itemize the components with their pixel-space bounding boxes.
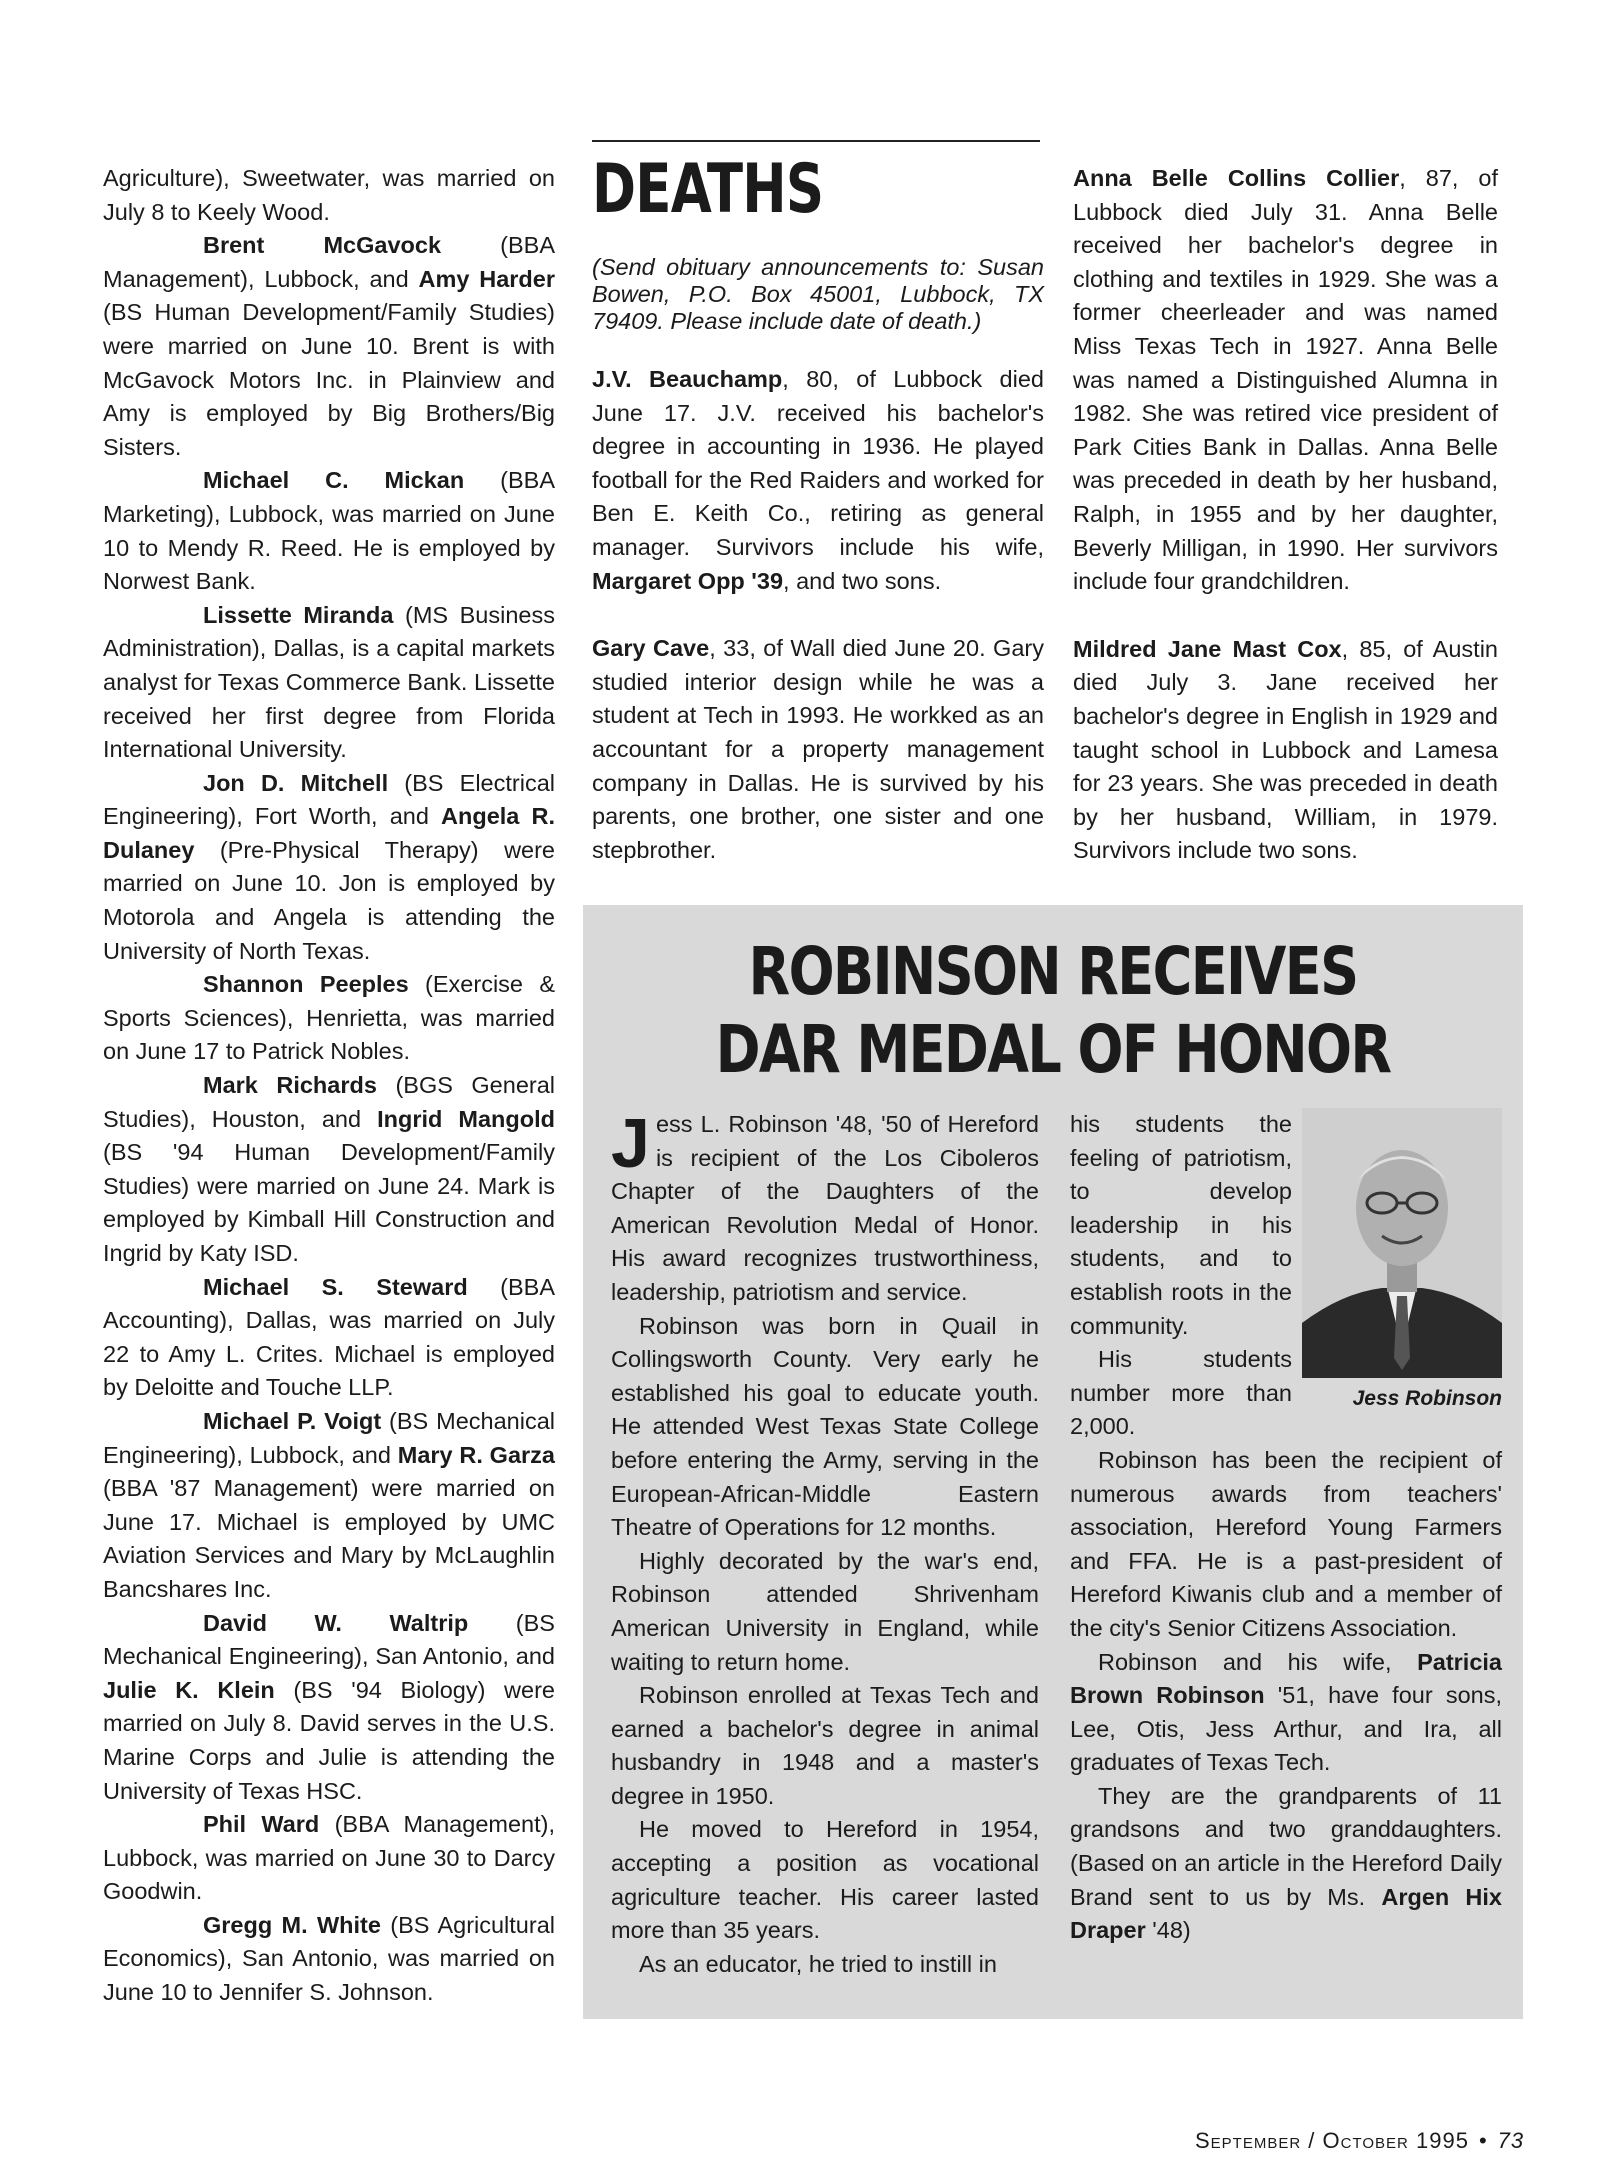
- headline-line-2: DAR MEDAL OF HONOR: [715, 1011, 1391, 1088]
- footer-separator: •: [1478, 2128, 1488, 2153]
- feature-column-2: [1070, 1108, 1502, 1948]
- obituary-entry: Mildred Jane Mast Cox, 85, of Austin died July 3. Jane received her bachelor's degree in English in 1929 and taught school in Lubbock and Lamesa for 23 years. She was preceded in death by her husband, William, in 1979. Survivors include two sons.: [1073, 635, 1498, 864]
- wedding-entry: Jon D. Mitchell (BS Electrical Engineering), Fort Worth, and Angela R. Dulaney (Pre-Physical Therapy) were married on June 10. Jon is employed by Motorola and Angela is attending the University of North Texas.: [103, 769, 555, 964]
- portrait-image: [1302, 1108, 1502, 1378]
- headline-line-1: ROBINSON RECEIVES: [748, 933, 1358, 1010]
- feature-paragraph: As an educator, he tried to instill in: [639, 1950, 997, 1977]
- deaths-column: [592, 140, 1044, 867]
- feature-paragraph: Robinson was born in Quail in Collingsworth County. Very early he established his goal to educate youth. He attended West Texas State College before entering the Army, serving in the European-African-Middle Eastern Theatre of Operations for 12 months.: [611, 1312, 1039, 1541]
- feature-paragraph: Jess L. Robinson '48, '50 of Hereford is recipient of the Los Ciboleros Chapter of the Daughters of the American Revolution Medal of Honor. His award recognizes trustworthiness, leadership, patriotism and service.: [611, 1104, 1039, 1305]
- wedding-entry: Michael C. Mickan (BBA Marketing), Lubbock, was married on June 10 to Mendy R. Reed. He is employed by Norwest Bank.: [103, 467, 555, 595]
- wedding-entry: David W. Waltrip (BS Mechanical Engineering), San Antonio, and Julie K. Klein (BS '94 Biology) were married on July 8. David serves in the U.S. Marine Corps and Julie is attending the University of Texas HSC.: [103, 1609, 555, 1804]
- wedding-entry: Lissette Miranda (MS Business Administration), Dallas, is a capital markets analyst for Texas Commerce Bank. Lissette received her first degree from Florida International University.: [103, 601, 555, 763]
- feature-paragraph: Robinson and his wife, Patricia Brown Robinson '51, have four sons, Lee, Otis, Jess Arthur, and Ira, all graduates of Texas Tech.: [1070, 1648, 1502, 1776]
- feature-column-1: [611, 1104, 1039, 1981]
- feature-paragraph: His students number more than 2,000.: [1070, 1346, 1292, 1440]
- heading-rule: [592, 140, 1040, 142]
- wedding-entry: Gregg M. White (BS Agricultural Economics), San Antonio, was married on June 10 to Jennifer S. Johnson.: [103, 1911, 555, 2006]
- obituary-note: (Send obituary announcements to: Susan Bowen, P.O. Box 45001, Lubbock, TX 79409. Please include date of death.): [592, 254, 1044, 334]
- portrait-photo: [1302, 1108, 1502, 1418]
- page-number: 73: [1497, 2128, 1525, 2153]
- wedding-entry: Brent McGavock (BBA Management), Lubbock, and Amy Harder (BS Human Development/Family Studies) were married on June 10. Brent is with McGavock Motors Inc. in Plainview and Amy is employed by Big Brothers/Big Sisters.: [103, 232, 555, 460]
- weddings-column: [103, 162, 555, 2010]
- obituary-entry: Gary Cave, 33, of Wall died June 20. Gary studied interior design while he was a student at Tech in 1993. He workked as an accountant for a property management company in Dallas. He is survived by his parents, one brother, one sister and one stepbrother.: [592, 635, 1044, 863]
- wedding-entry: Michael P. Voigt (BS Mechanical Engineering), Lubbock, and Mary R. Garza (BBA '87 Management) were married on June 17. Michael is employed by UMC Aviation Services and Mary by McLaughlin Bancshares Inc.: [103, 1407, 556, 1602]
- feature-paragraph: They are the grandparents of 11 grandsons and two granddaughters. (Based on an article in the Hereford Daily Brand sent to us by Ms. Argen Hix Draper '48): [1070, 1782, 1502, 1944]
- wedding-entry: Phil Ward (BBA Management), Lubbock, was married on June 30 to Darcy Goodwin.: [103, 1811, 555, 1905]
- feature-box: [583, 905, 1523, 2019]
- feature-paragraph: He moved to Hereford in 1954, accepting a position as vocational agriculture teacher. His career lasted more than 35 years.: [611, 1816, 1039, 1944]
- feature-paragraph: his students the feeling of patriotism, to develop leadership in his students, and to establish roots in the community.: [1070, 1111, 1292, 1339]
- deaths-heading: DEATHS: [592, 150, 824, 229]
- wedding-entry: Mark Richards (BGS General Studies), Houston, and Ingrid Mangold (BS '94 Human Development/Family Studies) were married on June 24. Mark is employed by Kimball Hill Construction and Ingrid by Katy ISD.: [103, 1072, 556, 1266]
- deaths-column-continued: [1073, 162, 1498, 868]
- feature-paragraph: Highly decorated by the war's end, Robinson attended Shrivenham American University in England, while waiting to return home.: [611, 1547, 1039, 1675]
- wedding-entry: Michael S. Steward (BBA Accounting), Dallas, was married on July 22 to Amy L. Crites. Michael is employed by Deloitte and Touche LLP.: [103, 1273, 555, 1401]
- obituary-entry: J.V. Beauchamp, 80, of Lubbock died June 17. J.V. received his bachelor's degree in accounting in 1936. He played football for the Red Raiders and worked for Ben E. Keith Co., retiring as general manager. Survivors include his wife, Margaret Opp '39, and two sons.: [592, 366, 1044, 594]
- feature-paragraph: Robinson enrolled at Texas Tech and earned a bachelor's degree in animal husbandry in 1948 and a master's degree in 1950.: [611, 1682, 1039, 1809]
- page-footer: [1195, 2128, 1535, 2154]
- wedding-entry: Agriculture), Sweetwater, was married on July 8 to Keely Wood.: [103, 165, 555, 225]
- feature-headline: [668, 933, 1439, 1089]
- obituary-entry: Anna Belle Collins Collier, 87, of Lubbock died July 31. Anna Belle received her bachelor's degree in clothing and textiles in 1929. She was a former cheerleader and was named Miss Texas Tech in 1927. Anna Belle was named a Distinguished Alumna in 1982. She was retired vice president of Park Cities Bank in Dallas. Anna Belle was preceded in death by her husband, Ralph, in 1955 and by her daughter, Beverly Milligan, in 1990. Her survivors include four grandchildren.: [1073, 165, 1498, 595]
- issue-date: September / October 1995: [1195, 2128, 1469, 2153]
- drop-cap: J: [611, 1104, 650, 1182]
- photo-caption: Jess Robinson: [1352, 1387, 1502, 1410]
- portrait-illustration: [1302, 1108, 1502, 1378]
- feature-paragraph: Robinson has been the recipient of numerous awards from teachers' association, Hereford Young Farmers and FFA. He is a past-president of Hereford Kiwanis club and a member of the city's Senior Citizens Association.: [1070, 1446, 1502, 1641]
- wedding-entry: Shannon Peeples (Exercise & Sports Sciences), Henrietta, was married on June 17 to Patrick Nobles.: [103, 971, 555, 1065]
